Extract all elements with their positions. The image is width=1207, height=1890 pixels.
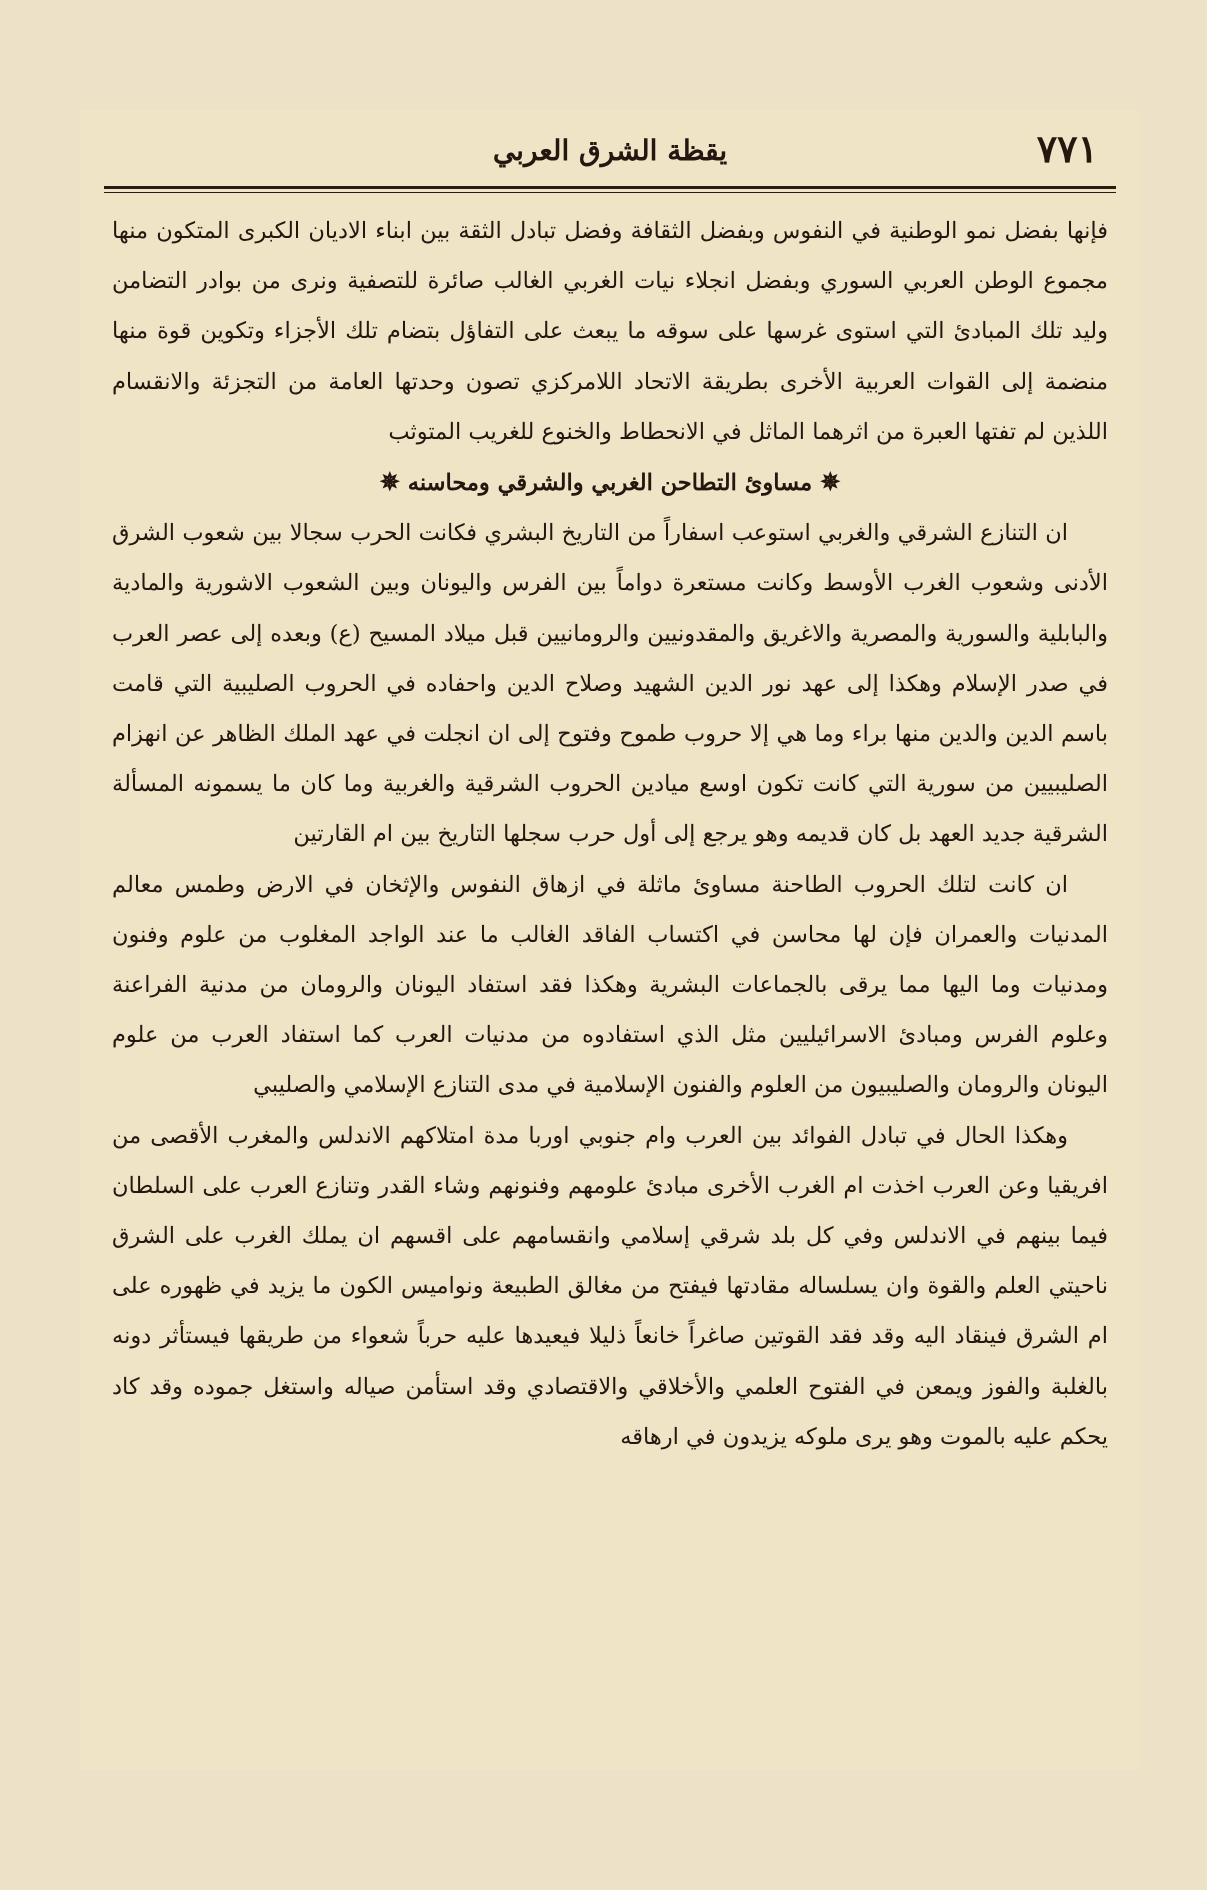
ornament-icon: ✵ [379, 467, 400, 497]
section-heading [112, 457, 1108, 508]
page-number: ٧٧١ [1036, 126, 1098, 171]
paragraph-3: ان كانت لتلك الحروب الطاحنة مساوئ ماثلة في ازهاق النفوس والإثخان في الارض وطمس معالم المدنيات والعمران فإن لها محاسن في اكتساب الفاقد الغالب ما عند الواجد المغلوب من علوم وفنون ومدنيات وما اليها مما يرقى بالجماعات البشرية وهكذا فقد استفاد اليونان والرومان من مدنية الفراعنة وعلوم الفرس ومبادئ الاسرائيليين مثل الذي استفادوه من مدنيات العرب كما استفاد العرب من علوم اليونان والرومان والصليبيون من العلوم والفنون الإسلامية في مدى التنازع الإسلامي والصليبي [112, 871, 1108, 1099]
body-text [112, 206, 1108, 1462]
book-page [80, 110, 1140, 1770]
paragraph-4: وهكذا الحال في تبادل الفوائد بين العرب وام جنوبي اوربا مدة امتلاكهم الاندلس والمغرب الأقصى من افريقيا وعن العرب اخذت ام الغرب الأخرى مبادئ علومهم وفنونهم وشاء القدر وتنازع العرب على السلطان فيما بينهم في الاندلس وفي كل بلد شرقي إسلامي وانقسامهم على اقسهم ان يملك الغرب على الشرق ناحيتي العلم والقوة وان يسلساله مقادتها فيفتح من مغالق الطبيعة ونواميس الكون ما يزيد في ظهوره على ام الشرق فينقاد اليه وقد فقد القوتين صاغراً خانعاً ذليلا فيعيدها عليه حرباً شعواء من طريقها فيستأثر دونه بالغلبة والفوز ويمعن في الفتوح العلمي والأخلاقي والاقتصادي وقد استأمن صياله واستغل جموده وقد كاد يحكم عليه بالموت وهو يرى ملوكه يزيدون في ارهاقه [112, 1122, 1108, 1450]
page-header [102, 126, 1118, 186]
paragraph-2: ان التنازع الشرقي والغربي استوعب اسفاراً من التاريخ البشري فكانت الحرب سجالا بين شعوب الشرق الأدنى وشعوب الغرب الأوسط وكانت مستعرة دواماً بين الفرس واليونان وبين الشعوب الاشورية والمادية والبابلية والسورية والمصرية والاغريق والمقدونيين والرومانيين قبل ميلاد المسيح (ع) وبعده إلى عصر العرب في صدر الإسلام وهكذا إلى عهد نور الدين الشهيد وصلاح الدين واحفاده في الحروب الصليبية التي قامت باسم الدين والدين منها براء وما هي إلا حروب طموح وفتوح إلى ان انجلت في عهد الملك الظاهر عن انهزام الصليبيين من سورية التي كانت تكون اوسع ميادين الحروب الشرقية والغربية وما كان ما يسمونه المسألة الشرقية جديد العهد بل كان قديمه وهو يرجع إلى أول حرب سجلها التاريخ بين ام القارتين [112, 520, 1108, 848]
section-heading-text: مساوئ التطاحن الغربي والشرقي ومحاسنه [407, 470, 813, 497]
header-rule-thin [104, 192, 1116, 193]
paragraph-1: فإنها بفضل نمو الوطنية في النفوس وبفضل الثقافة وفضل تبادل الثقة بين ابناء الاديان الكبرى المتكون منها مجموع الوطن العربي السوري وبفضل انجلاء نيات الغربي الغالب صائرة للتصفية ونرى من بوادر التضامن وليد تلك المبادئ التي استوى غرسها على سوقه ما يبعث على التفاؤل بتضام تلك الأجزاء وتكوين قوة منها منضمة إلى القوات العربية الأخرى بطريقة الاتحاد اللامركزي تصون وحدتها العامة من التجزئة والانقسام اللذين لم تفتها العبرة من اثرهما الماثل في الانحطاط والخنوع للغريب المتوثب [112, 218, 1108, 445]
header-rule [104, 186, 1116, 189]
ornament-icon: ✵ [820, 467, 841, 497]
running-title: يقظة الشرق العربي [492, 134, 728, 167]
